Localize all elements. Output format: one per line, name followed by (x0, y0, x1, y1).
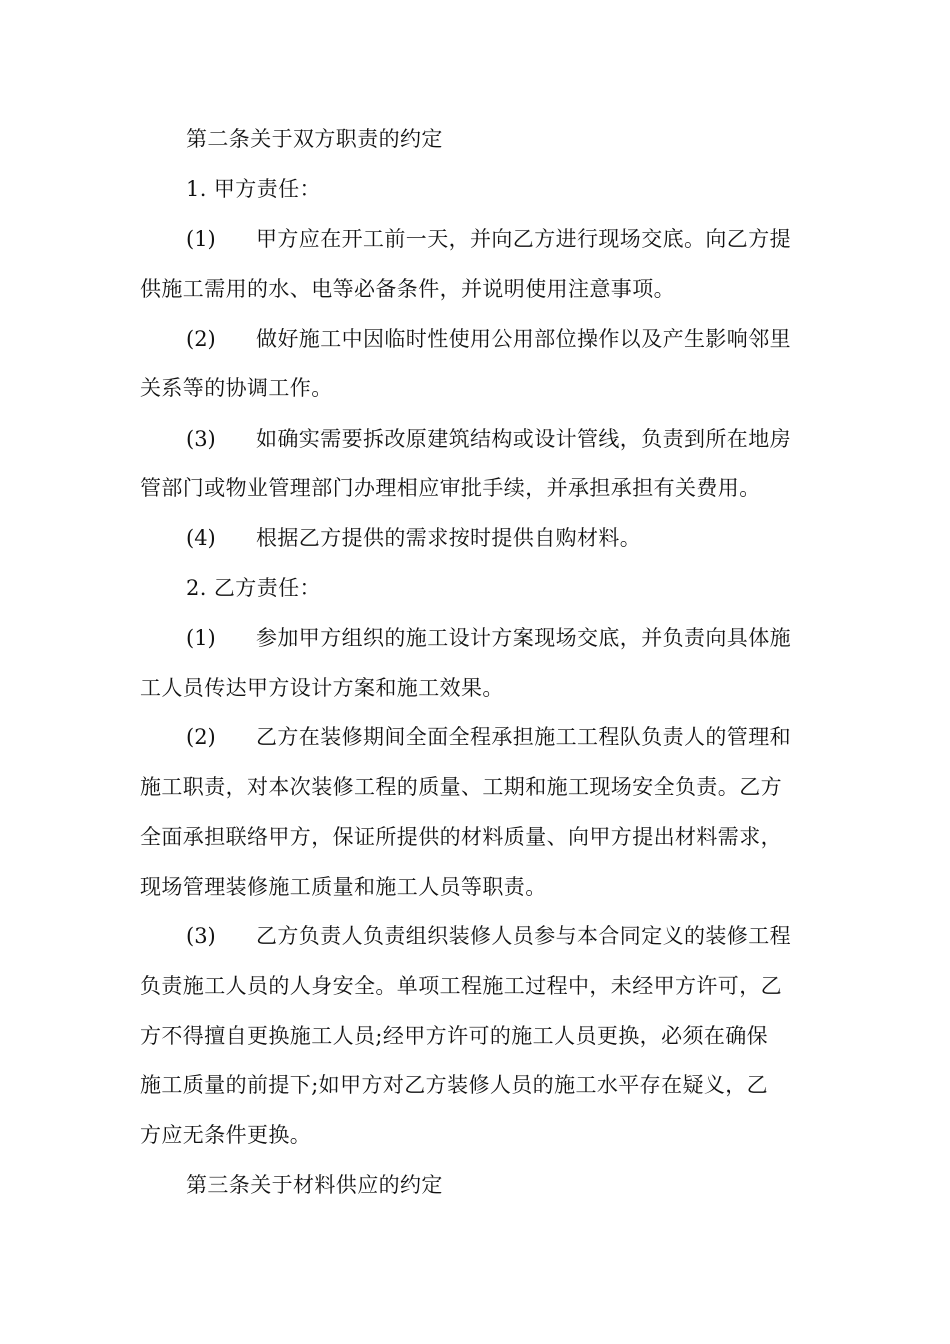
party-a-heading: 1. 甲方责任： (186, 177, 321, 201)
party-a-item-1-line-2: 供施工需用的水、电等必备条件，并说明使用注意事项。 (140, 277, 675, 301)
party-b-item-2-line-1: 乙方在装修期间全面全程承担施工工程队负责人的管理和 (256, 725, 791, 749)
party-a-item-1-line-1: 甲方应在开工前一天，并向乙方进行现场交底。向乙方提 (256, 227, 791, 251)
article-2-title: 第二条关于双方职责的约定 (186, 127, 443, 151)
party-a-item-4-line-1: 根据乙方提供的需求按时提供自购材料。 (256, 526, 642, 550)
party-b-item-2-line-2: 施工职责，对本次装修工程的质量、工期和施工现场安全负责。乙方 (140, 775, 782, 799)
party-b-item-3-line-4: 施工质量的前提下;如甲方对乙方装修人员的施工水平存在疑义，乙 (140, 1073, 769, 1097)
party-b-item-2-line-4: 现场管理装修施工质量和施工人员等职责。 (140, 875, 547, 899)
party-b-heading: 2. 乙方责任： (186, 576, 321, 600)
party-a-item-2-line-2: 关系等的协调工作。 (140, 376, 333, 400)
party-a-item-3-line-2: 管部门或物业管理部门办理相应审批手续，并承担承担有关费用。 (140, 476, 761, 500)
party-a-item-3-line-1: 如确实需要拆改原建筑结构或设计管线，负责到所在地房 (256, 427, 791, 451)
party-b-item-3-line-1: 乙方负责人负责组织装修人员参与本合同定义的装修工程 (256, 924, 791, 948)
article-3-title: 第三条关于材料供应的约定 (186, 1173, 443, 1197)
party-b-item-3-number: (3) (186, 924, 216, 948)
party-b-item-1-number: (1) (186, 626, 216, 650)
party-b-item-1-line-2: 工人员传达甲方设计方案和施工效果。 (140, 676, 504, 700)
party-a-item-1-number: (1) (186, 227, 216, 251)
party-b-item-1-line-1: 参加甲方组织的施工设计方案现场交底，并负责向具体施 (256, 626, 791, 650)
party-b-item-2-number: (2) (186, 725, 216, 749)
party-a-item-3-number: (3) (186, 427, 216, 451)
party-b-item-2-line-3: 全面承担联络甲方，保证所提供的材料质量、向甲方提出材料需求， (140, 825, 782, 849)
party-b-item-3-line-3: 方不得擅自更换施工人员;经甲方许可的施工人员更换，必须在确保 (140, 1024, 769, 1048)
party-b-item-3-line-5: 方应无条件更换。 (140, 1123, 312, 1147)
party-a-item-2-number: (2) (186, 327, 216, 351)
party-a-item-2-line-1: 做好施工中因临时性使用公用部位操作以及产生影响邻里 (256, 327, 791, 351)
party-a-item-4-number: (4) (186, 526, 216, 550)
party-b-item-3-line-2: 负责施工人员的人身安全。单项工程施工过程中，未经甲方许可，乙 (140, 974, 782, 998)
